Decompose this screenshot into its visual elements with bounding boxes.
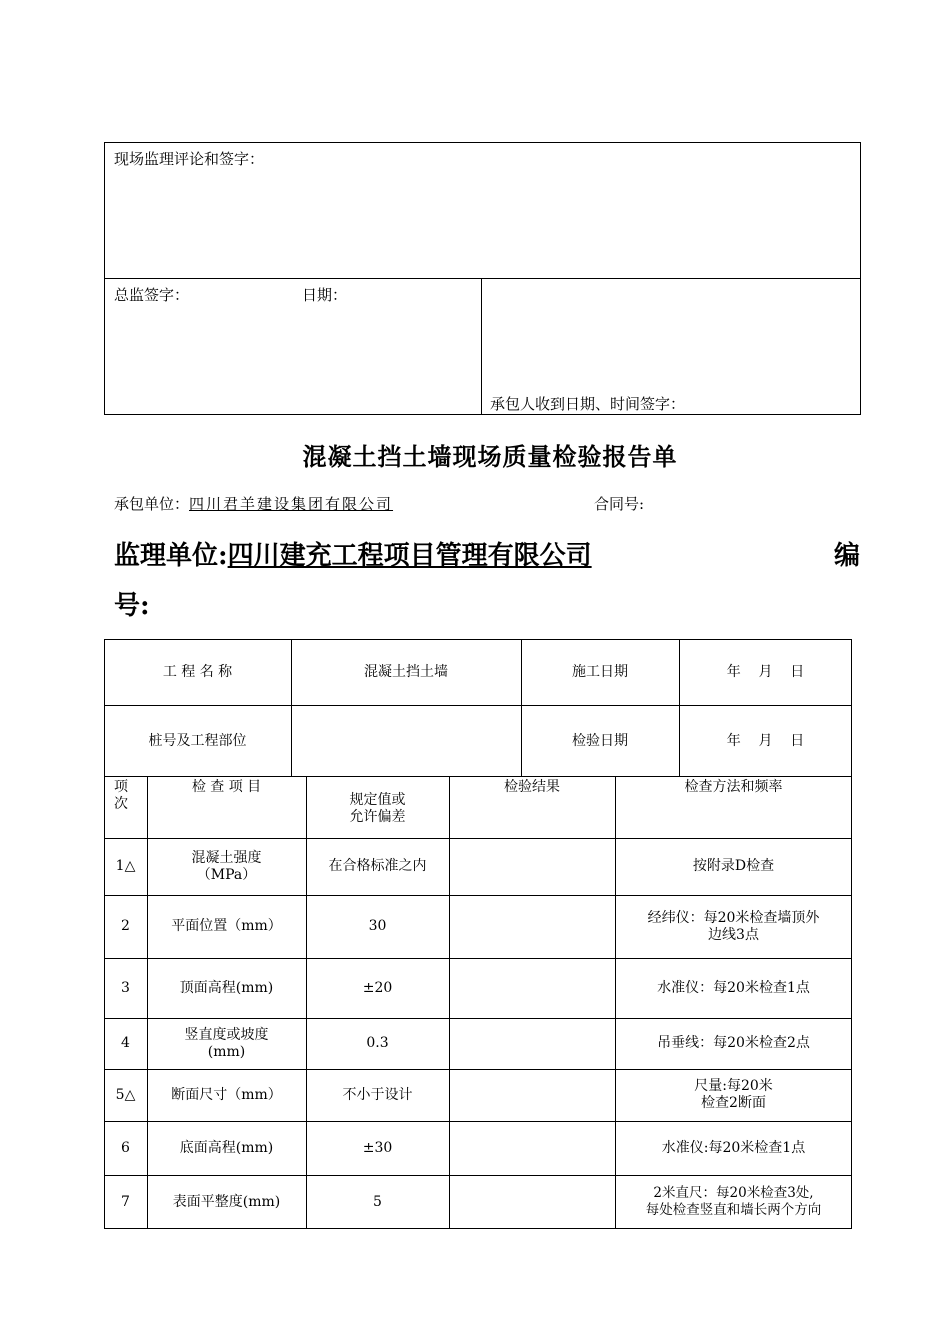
header-spec: 规定值或 允许偏差	[349, 792, 406, 825]
row-6-item: 底面高程(mm)	[179, 1139, 274, 1156]
row-3-result	[449, 958, 615, 1018]
row-1-no: 1△	[115, 858, 136, 874]
row-7-no: 7	[121, 1193, 130, 1210]
form-divider	[481, 278, 482, 415]
row-5-no: 5△	[115, 1086, 136, 1103]
contractor-receipt-label: 承包人收到日期、时间签字：	[490, 395, 686, 413]
construction-date-value: 年 月 日	[726, 663, 805, 680]
supervisor-label: 监理单位:	[114, 541, 228, 571]
inspection-date-value: 年 月 日	[726, 732, 805, 749]
number-label-part2: 号:	[114, 591, 150, 621]
row-2-method: 经纬仪：每20米检查墙顶外 边线3点	[647, 909, 820, 943]
header-result: 检验结果	[504, 779, 560, 795]
chief-signature-label: 总监签字：	[114, 286, 190, 304]
page-title: 混凝土挡土墙现场质量检验报告单	[302, 442, 678, 471]
row-1-item: 混凝土强度 （MPa）	[191, 849, 262, 883]
row-4-method: 吊垂线：每20米检查2点	[657, 1035, 810, 1051]
row-2-spec: 30	[368, 918, 387, 934]
row-6-no: 6	[121, 1139, 130, 1156]
row-3-method: 水准仪：每20米检查1点	[657, 979, 810, 996]
supervisor-line	[114, 535, 592, 572]
row-1-spec: 在合格标准之内	[328, 858, 427, 874]
header-method: 检查方法和频率	[684, 779, 783, 795]
row-7-method: 2米直尺：每20米检查3处, 每处检查竖直和墙长两个方向	[645, 1185, 822, 1218]
station-label: 桩号及工程部位	[148, 732, 247, 749]
row-4-item: 竖直度或坡度 (mm)	[184, 1026, 269, 1060]
row-6-method: 水准仪:每20米检查1点	[661, 1139, 806, 1156]
date-label: 日期：	[302, 286, 348, 304]
row-7-result	[449, 1175, 615, 1229]
row-4-result	[449, 1018, 615, 1069]
contractor-line	[114, 493, 393, 514]
row-7-spec: 5	[373, 1193, 382, 1210]
row-1-result	[449, 838, 615, 895]
station-value	[291, 705, 521, 777]
row-5-spec: 不小于设计	[342, 1086, 413, 1103]
contractor-label: 承包单位：	[114, 495, 190, 513]
row-4-spec: 0.3	[366, 1035, 389, 1051]
construction-date-label: 施工日期	[572, 663, 628, 680]
row-6-result	[449, 1121, 615, 1175]
row-2-item: 平面位置（mm）	[171, 918, 282, 934]
row-3-item: 顶面高程(mm)	[179, 979, 274, 996]
row-3-no: 3	[121, 979, 130, 996]
header-item: 检 查 项 目	[191, 779, 262, 795]
row-5-result	[449, 1069, 615, 1121]
number-label-part1: 编	[834, 541, 861, 571]
row-7-item: 表面平整度(mm)	[172, 1193, 281, 1210]
header-no: 项次	[114, 779, 128, 812]
supervisor-comment-label: 现场监理评论和签字：	[114, 150, 265, 168]
form-divider	[104, 278, 861, 279]
row-6-spec: ±30	[362, 1139, 393, 1156]
row-5-method: 尺量:每20米 检查2断面	[694, 1078, 773, 1111]
row-3-spec: ±20	[362, 979, 393, 996]
row-2-result	[449, 895, 615, 958]
row-1-method: 按附录D检查	[692, 858, 775, 874]
inspection-date-label: 检验日期	[572, 732, 628, 749]
project-name-label: 工 程 名 称	[162, 663, 233, 680]
project-name-value: 混凝土挡土墙	[364, 663, 448, 680]
row-2-no: 2	[121, 918, 130, 934]
contract-number-label: 合同号:	[594, 495, 645, 513]
supervisor-value: 四川建充工程项目管理有限公司	[227, 541, 592, 571]
row-4-no: 4	[121, 1035, 130, 1051]
contractor-value: 四川君羊建设集团有限公司	[189, 495, 394, 513]
row-5-item: 断面尺寸（mm）	[171, 1086, 282, 1103]
